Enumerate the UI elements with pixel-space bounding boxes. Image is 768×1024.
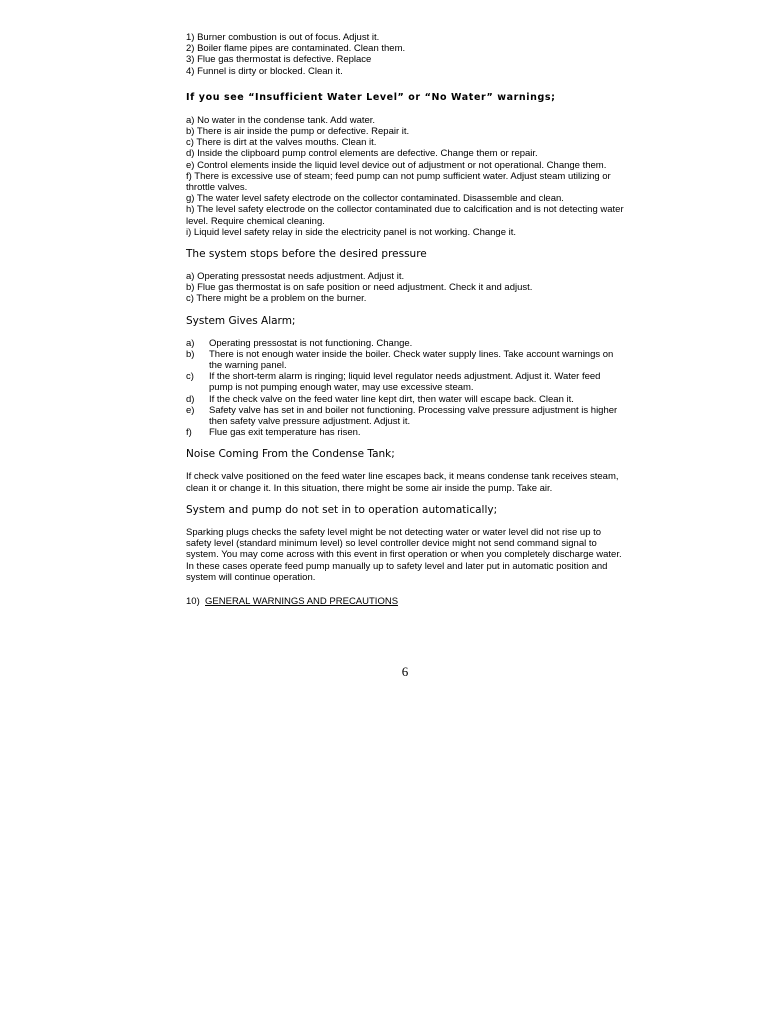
list-item: b) Flue gas thermostat is on safe position or need adjustment. Check it and adjust. — [186, 282, 533, 294]
list-item — [186, 427, 626, 438]
pressure-list — [186, 271, 626, 305]
page-number: 6 — [401, 664, 409, 679]
list-marker: e) — [186, 404, 195, 416]
water-warning-heading: If you see “Insufficient Water Level” or “No Water” warnings; — [186, 91, 556, 103]
list-item: g) The water level safety electrode on the collector contaminated. Disassemble and clean. — [186, 193, 564, 205]
list-item: c) There might be a problem on the burner. — [186, 293, 367, 305]
auto-operation-paragraph: Sparking plugs checks the safety level might be not detecting water or water level did not rise up to safety level (standard minimum level) so level controller device might not send command signal to system. You may come across with this event in first operation or when you completely discharge water. In these cases operate feed pump manually up to safety level and later put in automatic position and system will continue operation. — [186, 526, 622, 583]
list-marker: b) — [186, 348, 195, 360]
list-item: f) There is excessive use of steam; feed pump can not pump sufficient water. Adjust steam utilizing or throttle valves. — [186, 170, 611, 194]
list-item: e) Control elements inside the liquid level device out of adjustment or not operational. Change them. — [186, 159, 607, 171]
intro-list — [186, 32, 626, 77]
list-text: If the check valve on the feed water line kept dirt, then water will escape back. Clean it. — [209, 393, 574, 405]
list-marker: f) — [186, 427, 192, 439]
list-item: a) Operating pressostat needs adjustment. Adjust it. — [186, 271, 405, 283]
list-item: 1) Burner combustion is out of focus. Adjust it. — [186, 32, 380, 43]
water-warning-list — [186, 115, 626, 238]
list-text: There is not enough water inside the boiler. Check water supply lines. Take account warnings on the warning panel. — [209, 348, 614, 372]
list-item — [186, 349, 626, 371]
list-marker: d) — [186, 393, 195, 405]
list-item: 2) Boiler flame pipes are contaminated. Clean them. — [186, 43, 406, 55]
list-item — [186, 394, 626, 405]
pressure-heading: The system stops before the desired pressure — [186, 248, 427, 261]
list-item — [186, 371, 626, 393]
list-item: i) Liquid level safety relay in side the electricity panel is not working. Change it. — [186, 226, 517, 238]
list-marker: a) — [186, 337, 195, 349]
list-item: d) Inside the clipboard pump control elements are defective. Change them or repair. — [186, 148, 538, 160]
list-item — [186, 405, 626, 427]
next-section-title — [186, 596, 626, 607]
noise-paragraph: If check valve positioned on the feed water line escapes back, it means condense tank receives steam, clean it or change it. In this situation, there might be some air inside the pump. Take air. — [186, 471, 619, 494]
list-text: If the short-term alarm is ringing; liquid level regulator needs adjustment. Adjust it. Water feed pump is not pumping enough water, may use excessive steam. — [209, 371, 601, 394]
section-title: GENERAL WARNINGS AND PRECAUTIONS — [205, 595, 399, 607]
alarm-heading: System Gives Alarm; — [186, 314, 296, 327]
list-item: b) There is air inside the pump or defective. Repair it. — [186, 126, 410, 138]
list-text: Flue gas exit temperature has risen. — [209, 427, 361, 439]
list-item: c) There is dirt at the valves mouths. Clean it. — [186, 137, 377, 149]
list-item — [186, 338, 626, 349]
list-item: 3) Flue gas thermostat is defective. Replace — [186, 54, 372, 66]
list-marker: c) — [186, 371, 194, 383]
list-item: 4) Funnel is dirty or blocked. Clean it. — [186, 65, 343, 77]
alarm-list — [186, 338, 626, 439]
list-item: a) No water in the condense tank. Add water. — [186, 114, 376, 126]
auto-operation-heading: System and pump do not set in to operation automatically; — [186, 503, 498, 516]
list-text: Operating pressostat is not functioning. Change. — [209, 337, 413, 349]
list-item: h) The level safety electrode on the collector contaminated due to calcification and is not detecting water level. Require chemical cleaning. — [186, 204, 624, 227]
list-text: Safety valve has set in and boiler not functioning. Processing valve pressure adjustment is higher then safety valve pressure adjustment. Adjust it. — [209, 404, 618, 428]
noise-heading: Noise Coming From the Condense Tank; — [186, 448, 395, 461]
document-page — [186, 32, 626, 607]
section-number: 10) — [186, 595, 200, 607]
